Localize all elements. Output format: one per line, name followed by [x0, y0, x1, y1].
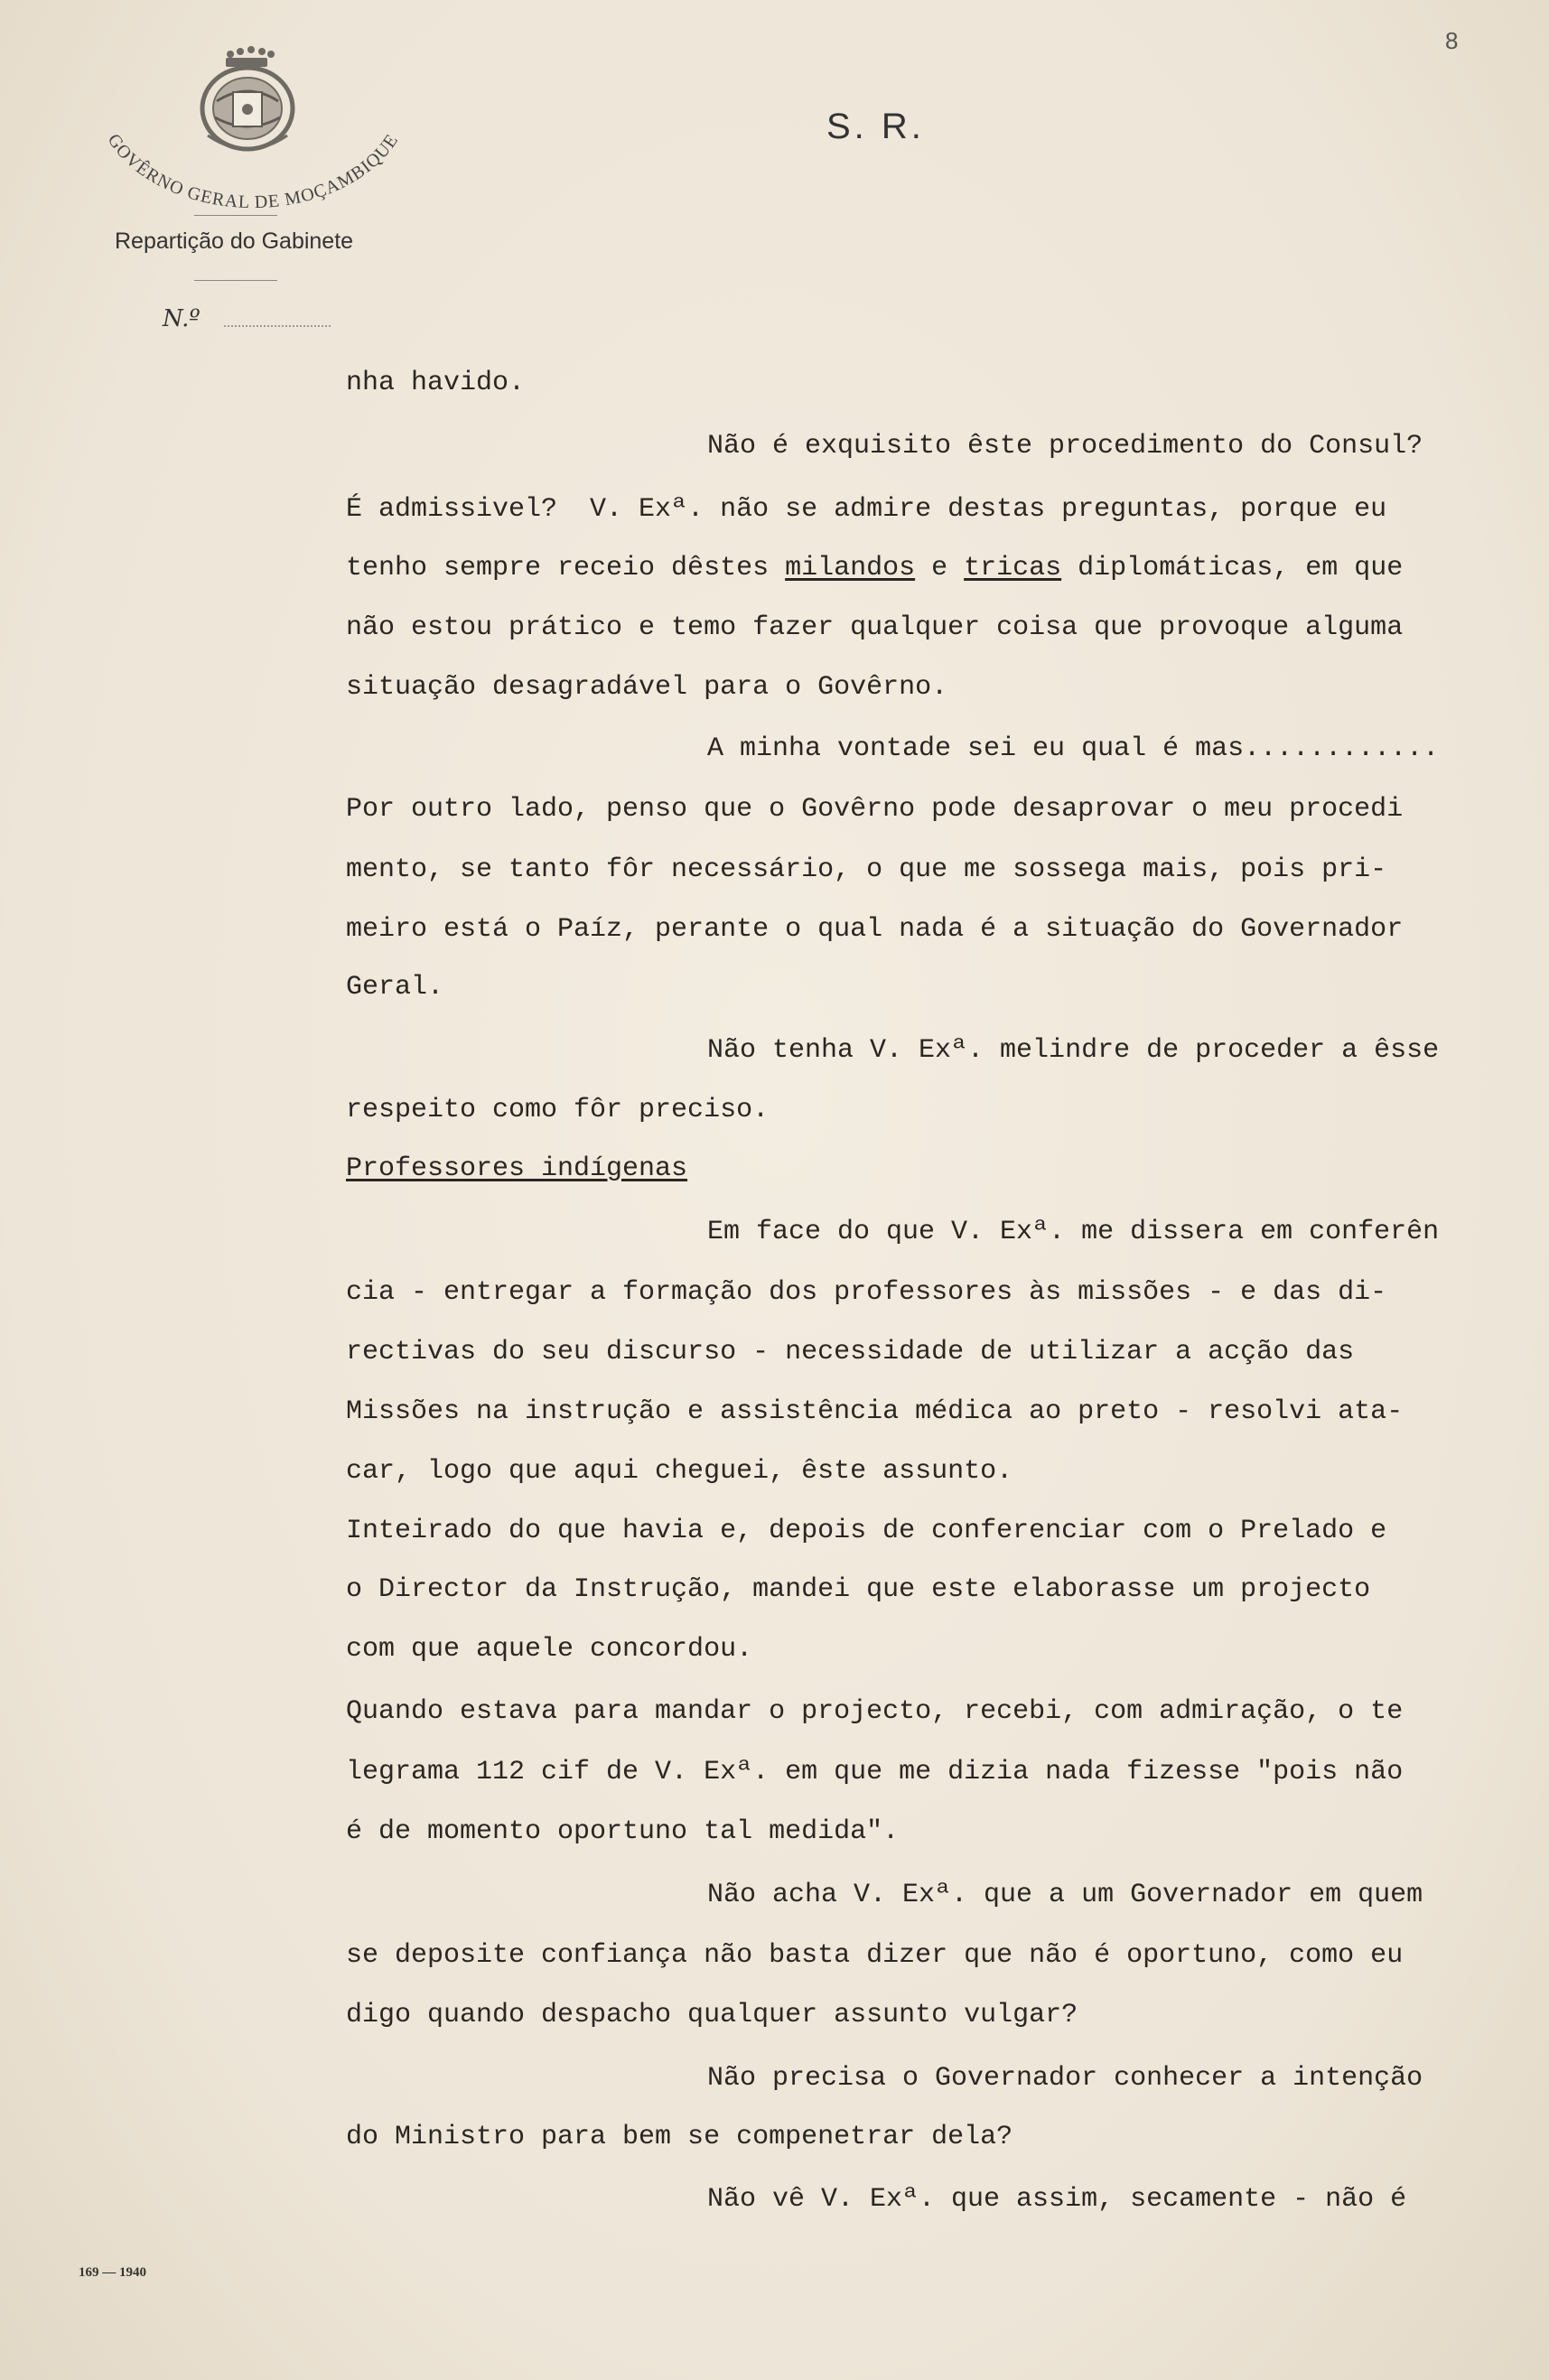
- text-line: situação desagradável para o Govêrno.: [346, 672, 948, 703]
- text-line: não estou prático e temo fazer qualquer coisa que provoque alguma: [346, 612, 1404, 643]
- text-line: É admissivel? V. Exª. não se admire destas preguntas, porque eu: [346, 494, 1387, 525]
- text-line: digo quando despacho qualquer assunto vulgar?: [346, 2000, 1078, 2030]
- text-line: rectivas do seu discurso - necessidade de utilizar a acção das: [346, 1337, 1355, 1367]
- text-line: Missões na instrução e assistência médica ao preto - resolvi ata-: [346, 1396, 1404, 1427]
- text-line: legrama 112 cif de V. Exª. em que me dizia nada fizesse "pois não: [346, 1757, 1404, 1787]
- text-line: meiro está o Paíz, perante o qual nada é a situação do Governador: [346, 914, 1404, 945]
- text-line: o Director da Instrução, mandei que este elaborasse um projecto: [346, 1574, 1371, 1605]
- text-line: Não tenha V. Exª. melindre de proceder a êsse: [707, 1035, 1440, 1066]
- text-line: A minha vontade sei eu qual é mas............: [707, 733, 1440, 764]
- text-line: é de momento oportuno tal medida".: [346, 1816, 900, 1847]
- text-line: Não vê V. Exª. que assim, secamente - não é: [707, 2184, 1407, 2215]
- divider: [194, 280, 277, 281]
- text-line: Não é exquisito êste procedimento do Consul?: [707, 431, 1423, 462]
- text-line: respeito como fôr preciso.: [346, 1095, 770, 1125]
- form-code: 169 — 1940: [79, 2265, 146, 2280]
- svg-text:GOVÊRNO GERAL DE MOÇAMBIQUE: GOVÊRNO GERAL DE MOÇAMBIQUE: [103, 130, 403, 213]
- department-label: Repartição do Gabinete: [115, 229, 354, 254]
- text-line: Não precisa o Governador conhecer a intenção: [707, 2063, 1423, 2094]
- number-label: N.º: [163, 305, 201, 332]
- underlined-word: milandos: [785, 553, 916, 583]
- text-line: do Ministro para bem se compenetrar dela?: [346, 2122, 1013, 2152]
- government-seal: [81, 45, 425, 217]
- text-line: nha havido.: [346, 368, 526, 398]
- underlined-word: tricas: [964, 553, 1062, 583]
- text-line: se deposite confiança não basta dizer que não é oportuno, como eu: [346, 1940, 1404, 1971]
- section-heading: Professores indígenas: [346, 1153, 688, 1184]
- header-title: S. R.: [826, 107, 925, 146]
- text-line: Não acha V. Exª. que a um Governador em quem: [707, 1880, 1423, 1910]
- text-line: car, logo que aqui cheguei, êste assunto.: [346, 1456, 1013, 1487]
- text-line: Inteirado do que havia e, depois de conferenciar com o Prelado e: [346, 1516, 1387, 1546]
- text-line: mento, se tanto fôr necessário, o que me sossega mais, pois pri-: [346, 854, 1387, 885]
- text-line: tenho sempre receio dêstes milandos e tricas diplomáticas, em que: [346, 553, 1404, 583]
- text-line: Por outro lado, penso que o Govêrno pode desaprovar o meu procedi: [346, 794, 1404, 825]
- text-line: Quando estava para mandar o projecto, recebi, com admiração, o te: [346, 1696, 1404, 1727]
- divider: [194, 215, 277, 216]
- page-number: 8: [1445, 27, 1459, 54]
- text-line: cia - entregar a formação dos professores às missões - e das di-: [346, 1277, 1387, 1308]
- text-line: Geral.: [346, 972, 444, 1003]
- number-field: [224, 325, 331, 327]
- text-line: com que aquele concordou.: [346, 1634, 753, 1665]
- text-line: Em face do que V. Exª. me dissera em conferên: [707, 1217, 1440, 1247]
